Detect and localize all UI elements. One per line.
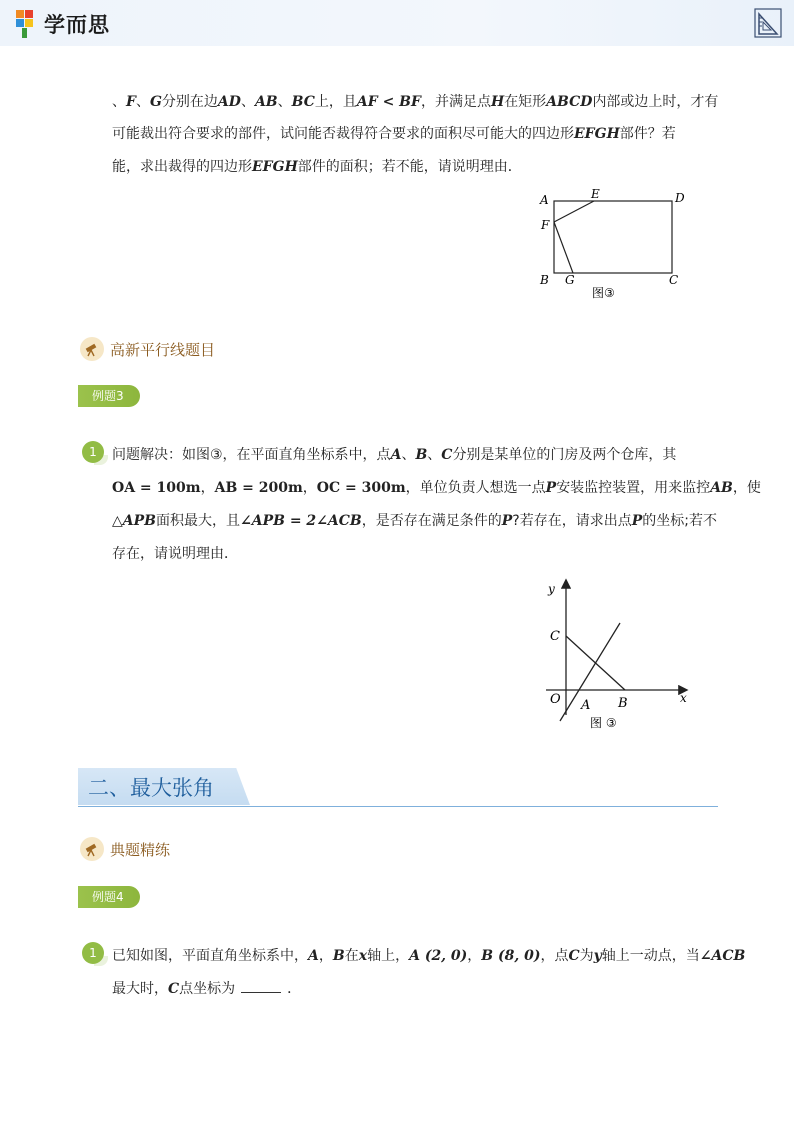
- example3-line2: OA = 100m，AB = 200m，OC = 300m，单位负责人想选一点P安装监控装置，用来监控AB，使: [112, 480, 761, 496]
- question-number-badge: 1: [82, 441, 104, 463]
- rectangle-abcd: [554, 201, 672, 273]
- label-f: F: [541, 218, 550, 232]
- label-d: D: [675, 191, 685, 205]
- coordinate-figure: [540, 575, 700, 735]
- segment-fe: [554, 201, 594, 222]
- label-c: C: [669, 273, 679, 287]
- chapter-heading: 二、最大张角: [78, 768, 718, 807]
- rectangle-figure: [530, 184, 700, 309]
- figure-caption: 图③: [592, 286, 615, 300]
- label-e: E: [591, 187, 600, 201]
- label-a: A: [540, 193, 549, 207]
- label-y: y: [548, 582, 555, 596]
- segment-fg: [554, 222, 573, 273]
- label-b: B: [618, 696, 628, 711]
- label-g: G: [565, 273, 575, 287]
- example3-line3: △APB面积最大，且∠APB = 2∠ACB，是否存在满足条件的P?若存在，请求出点P的坐标;若不: [112, 513, 717, 529]
- xueersi-logo-icon: [14, 6, 42, 40]
- telescope-icon: [80, 337, 104, 361]
- example3-line4: 存在，请说明理由．: [112, 546, 238, 562]
- section-heading-2: 典题精练: [80, 837, 170, 861]
- example3-line1: 问题解决：如图③，在平面直角坐标系中，点A、B、C分别是某单位的门房及两个仓库，其: [112, 447, 677, 463]
- answer-blank[interactable]: [241, 978, 281, 993]
- problem-prev-line1: 、F、G分别在边AD、AB、BC上，且AF < BF，并满足点H在矩形ABCD内部或边上时，才有: [112, 94, 719, 110]
- label-b: B: [540, 273, 549, 287]
- example-3-tag: 例题3: [78, 385, 140, 407]
- example-4-tag: 例题4: [78, 886, 140, 908]
- brand-name: 学而思: [44, 13, 110, 37]
- label-x: x: [680, 691, 687, 705]
- section-heading-1: 高新平行线题目: [80, 337, 215, 361]
- label-a: A: [581, 698, 591, 713]
- telescope-icon: [80, 837, 104, 861]
- example4-line2: 最大时，C点坐标为 ．: [112, 975, 301, 1003]
- example4-line1: 已知如图，平面直角坐标系中，A，B在x轴上，A (2, 0)，B (8, 0)，点C为y轴上一动点，当∠ACB: [112, 948, 746, 964]
- problem-prev-line2: 可能裁出符合要求的部件，试问能否裁得符合要求的面积尽可能大的四边形EFGH部件？若: [112, 126, 676, 142]
- figure-caption: 图 ③: [590, 716, 617, 730]
- triangle-ruler-icon: [754, 8, 782, 38]
- page-header: [0, 0, 794, 46]
- problem-prev-line3: 能，求出裁得的四边形EFGH部件的面积；若不能，请说明理由．: [112, 159, 522, 175]
- question-number-badge: 1: [82, 942, 104, 964]
- label-c: C: [550, 629, 560, 644]
- label-o: O: [550, 692, 561, 707]
